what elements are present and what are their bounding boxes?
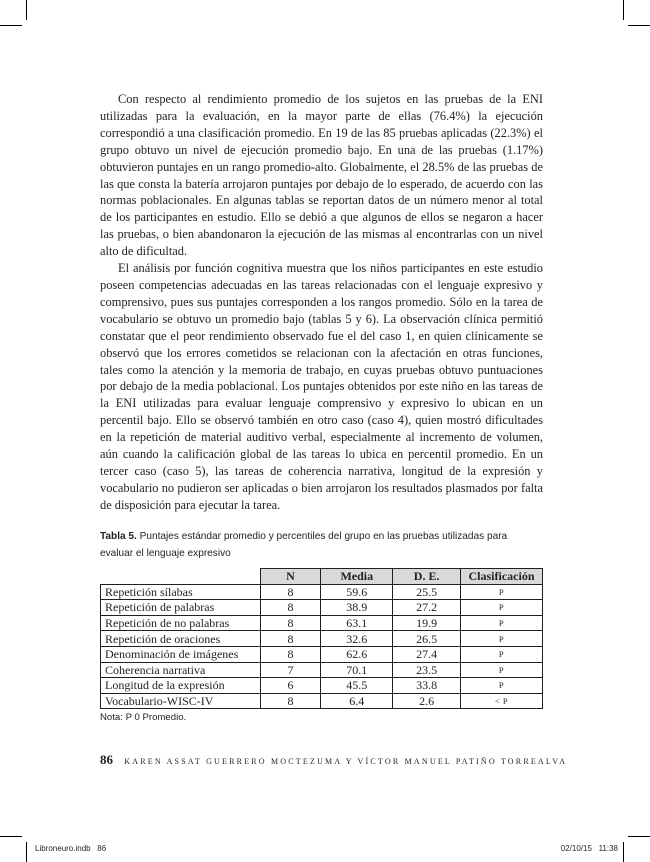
- table-caption-text: Puntajes estándar promedio y percentiles del grupo en las pruebas utilizadas para evaluar el lenguaje expresivo: [100, 531, 508, 559]
- print-slug-datetime: 02/10/15 11:38: [560, 844, 618, 853]
- cell-test: Repetición sílabas: [101, 584, 261, 600]
- page-footer: [100, 752, 567, 768]
- header-empty: [101, 569, 261, 585]
- cell-n: 8: [260, 600, 321, 616]
- cell-media: 45.5: [321, 678, 393, 694]
- table-row: [101, 584, 543, 600]
- cell-clasificacion: P: [461, 662, 543, 678]
- table-row: [101, 662, 543, 678]
- cell-de: 33.8: [393, 678, 461, 694]
- crop-mark-top-left-h: [0, 25, 22, 26]
- header-n: N: [260, 569, 321, 585]
- cell-media: 59.6: [321, 584, 393, 600]
- cell-de: 19.9: [393, 615, 461, 631]
- paragraph-2: El análisis por función cognitiva muestra que los niños participantes en este estudio poseen competencias adecuadas en las tareas relacionadas con el lenguaje expresivo y comprensivo, pues sus puntajes corresponden a los rangos promedio. Sólo en la tarea de vocabulario se obtuvo un promedio bajo (tablas 5 y 6). La observación clínica permitió constatar que el peor rendimiento observado fue el del caso 1, en quien clínicamente se observó que los errores cometidos se relacionan con la afectación en otras funciones, tales como la atención y la memoria de trabajo, en cuyas pruebas obtuvo puntuaciones por debajo de la media poblacional. Los puntajes obtenidos por este niño en las tareas de la ENI utilizadas para evaluar lenguaje comprensivo y expresivo lo ubican en un percentil bajo. Ello se observó también en otro caso (caso 4), quien mostró dificultades en la repetición de material auditivo verbal, especialmente al incremento de volumen, aún cuando la calificación global de las tareas lo ubica en percentil promedio. En un tercer caso (caso 5), las tareas de coherencia narrativa, longitud de la expresión y vocabulario no pudieron ser aplicadas o bien arrojaron los resultados plasmados por falta de disposición para ejecutar la tarea.: [100, 261, 543, 512]
- results-table: [100, 568, 543, 709]
- cell-test: Longitud de la expresión: [101, 678, 261, 694]
- table-row: [101, 631, 543, 647]
- table-row: [101, 678, 543, 694]
- cell-n: 6: [260, 678, 321, 694]
- header-de: D. E.: [393, 569, 461, 585]
- cell-n: 8: [260, 584, 321, 600]
- cell-media: 63.1: [321, 615, 393, 631]
- cell-de: 23.5: [393, 662, 461, 678]
- cell-n: 8: [260, 693, 321, 709]
- cell-de: 27.2: [393, 600, 461, 616]
- cell-clasificacion: P: [461, 646, 543, 662]
- table-note: Nota: P 0 Promedio.: [100, 712, 187, 723]
- cell-media: 32.6: [321, 631, 393, 647]
- cell-clasificacion: P: [461, 678, 543, 694]
- cell-clasificacion: < P: [461, 693, 543, 709]
- crop-mark-bottom-right-v: [623, 842, 624, 862]
- cell-media: 6.4: [321, 693, 393, 709]
- crop-mark-top-right-v: [623, 0, 624, 20]
- cell-test: Coherencia narrativa: [101, 662, 261, 678]
- header-clasificacion: Clasificación: [461, 569, 543, 585]
- header-media: Media: [321, 569, 393, 585]
- body-text: [100, 91, 543, 514]
- table-caption-label: Tabla 5.: [100, 531, 137, 542]
- cell-n: 8: [260, 615, 321, 631]
- running-footer-authors: KAREN ASSAT GUERRERO MOCTEZUMA Y VÍCTOR MANUEL PATIÑO TORREALVA: [124, 757, 568, 766]
- paragraph-1: Con respecto al rendimiento promedio de los sujetos en las pruebas de la ENI utilizadas para la evaluación, en la mayor parte de ellas (76.4%) la ejecución correspondió a una clasificación promedio. En 19 de las 85 pruebas aplicadas (22.3%) el grupo obtuvo un nivel de ejecución promedio bajo. En una de las pruebas (1.17%) obtuvieron puntajes en un rango promedio-alto. Globalmente, el 28.5% de las pruebas de las que consta la batería arrojaron puntajes por debajo de lo esperado, de acuerdo con las normas poblacionales. En algunas tablas se reportan datos de un número menor al total de los participantes en estudio. Ello se debió a que algunos de ellos se negaron a hacer las pruebas, o bien abandonaron la ejecución de las mismas al encontrarlas con un nivel alto de dificultad.: [100, 92, 543, 259]
- table-caption: [100, 528, 543, 562]
- table-header-row: [101, 569, 543, 585]
- cell-media: 62.6: [321, 646, 393, 662]
- cell-test: Vocabulario-WISC-IV: [101, 693, 261, 709]
- cell-media: 38.9: [321, 600, 393, 616]
- cell-clasificacion: P: [461, 584, 543, 600]
- cell-test: Repetición de oraciones: [101, 631, 261, 647]
- crop-mark-bottom-left-h: [0, 836, 22, 837]
- cell-test: Denominación de imágenes: [101, 646, 261, 662]
- cell-media: 70.1: [321, 662, 393, 678]
- crop-mark-bottom-left-v: [26, 842, 27, 862]
- cell-clasificacion: P: [461, 631, 543, 647]
- cell-test: Repetición de palabras: [101, 600, 261, 616]
- table-row: [101, 600, 543, 616]
- cell-clasificacion: P: [461, 600, 543, 616]
- cell-de: 27.4: [393, 646, 461, 662]
- crop-mark-bottom-right-h: [628, 836, 650, 837]
- crop-mark-top-right-h: [628, 25, 650, 26]
- cell-n: 8: [260, 631, 321, 647]
- table-row: [101, 693, 543, 709]
- cell-n: 8: [260, 646, 321, 662]
- cell-test: Repetición de no palabras: [101, 615, 261, 631]
- crop-mark-top-left-v: [26, 0, 27, 20]
- cell-de: 25.5: [393, 584, 461, 600]
- print-slug-file: Libroneuro.indb 86: [35, 844, 107, 853]
- table-row: [101, 615, 543, 631]
- cell-clasificacion: P: [461, 615, 543, 631]
- cell-n: 7: [260, 662, 321, 678]
- cell-de: 2.6: [393, 693, 461, 709]
- page-number: 86: [100, 752, 113, 767]
- table-row: [101, 646, 543, 662]
- cell-de: 26.5: [393, 631, 461, 647]
